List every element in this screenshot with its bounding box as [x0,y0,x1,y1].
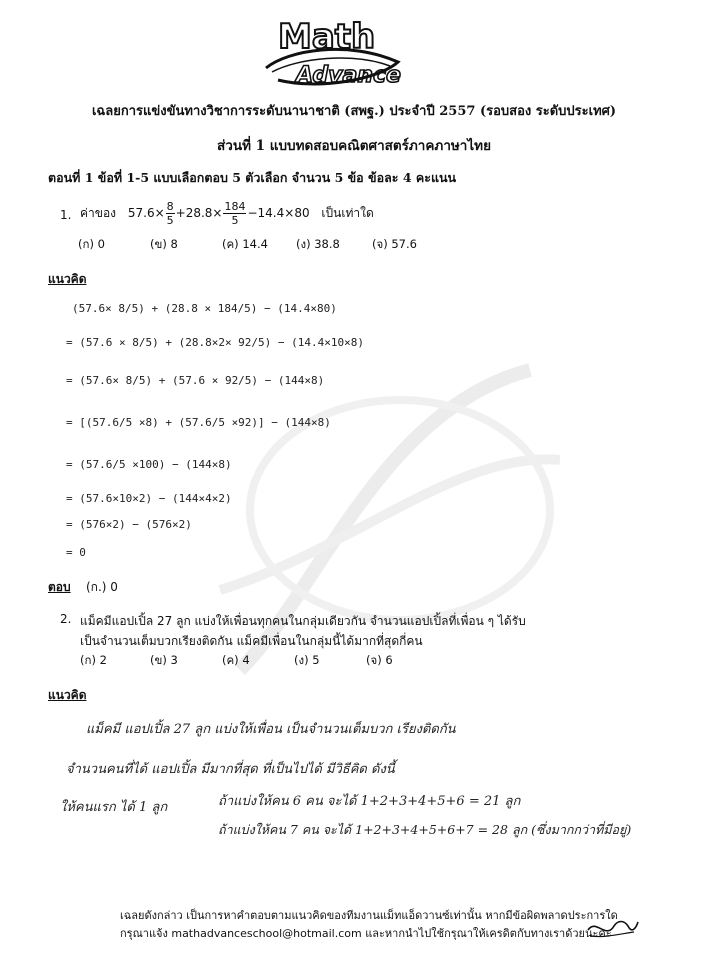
q1-fraction-2 [223,200,246,227]
q1-choice-c: (ค) 14.4 [222,237,268,251]
q2-line-2: เป็นจำนวนเต็มบวกเรียงติดกัน แม็คมีเพื่อนในกลุ่มนี้ได้มากที่สุดกี่คน [80,634,423,648]
q2-choice-e: (จ) 6 [366,653,393,667]
q2-choice-b: (ข) 3 [150,653,178,667]
q1-solution-label: แนวคิด [48,272,87,286]
q1-fraction-1-num: 8 [166,200,174,213]
q2-work-line-1: แม็คมี แอปเปิ้ล 27 ลูก แบ่งให้เพื่อน เป็นจำนวนเต็มบวก เรียงติดกัน [86,722,456,737]
q1-question [80,198,374,228]
q2-work-line-4: ถ้าแบ่งให้คน 7 คน จะได้ 1+2+3+4+5+6+7 = 28 ลูก (ซึ่งมากกว่าที่มีอยู่) [218,822,632,837]
q1-step-1: (57.6× 8/5) + (28.8 × 184/5) − (14.4×80) [72,302,337,315]
q2-choice-a: (ก) 2 [80,653,107,667]
q1-fraction-1-den: 5 [166,214,174,227]
q1-choice-e: (จ) 57.6 [372,237,417,251]
logo-word-math: Math [278,17,376,57]
q1-suffix: เป็นเท่าใด [321,206,374,220]
q1-step-7: = (576×2) − (576×2) [66,518,192,531]
q1-prompt: ค่าของ [80,206,117,220]
q2-choice-c: (ค) 4 [222,653,250,667]
q1-choice-d: (ง) 38.8 [296,237,340,251]
q2-line-1: แม็คมีแอปเปิ้ล 27 ลูก แบ่งให้เพื่อนทุกคนในกลุ่มเดียวกัน จำนวนแอปเปิ้ลที่เพื่อน ๆ ได้รับ [80,614,526,628]
q1-fraction-2-den: 5 [231,214,239,227]
q1-term-a: 57.6× [127,206,165,220]
q1-step-6: = (57.6×10×2) − (144×4×2) [66,492,232,505]
q1-step-5: = (57.6/5 ×100) − (144×8) [66,458,232,471]
q1-term-b: +28.8× [175,206,223,220]
q1-number: 1. [60,208,72,222]
q1-term-c: −14.4×80 [247,206,310,220]
q1-choice-a: (ก) 0 [78,237,105,251]
q1-choice-b: (ข) 8 [150,237,178,251]
q2-choice-d: (ง) 5 [294,653,320,667]
footer-line-1: เฉลยดังกล่าว เป็นการหาคำตอบตามแนวคิดของทีมงานแม็ทแอ็ดวานซ์เท่านั้น หากมีข้อผิดพลาดประการใด [120,909,618,922]
q1-step-3: = (57.6× 8/5) + (57.6 × 92/5) − (144×8) [66,374,325,387]
section-heading: ตอนที่ 1 ข้อที่ 1-5 แบบเลือกตอบ 5 ตัวเลือก จำนวน 5 ข้อ ข้อละ 4 คะแนน [48,170,457,185]
signature-scribble [584,912,640,942]
q2-number: 2. [60,612,72,626]
math-advance-logo [258,10,408,92]
q1-answer-label: ตอบ [48,580,71,594]
q2-solution-label: แนวคิด [48,688,87,702]
document-subtitle: ส่วนที่ 1 แบบทดสอบคณิตศาสตร์ภาคภาษาไทย [217,138,491,154]
q1-step-8: = 0 [66,546,86,559]
q2-work-line-2: จำนวนคนที่ได้ แอปเปิ้ล มีมากที่สุด ที่เป็นไปได้ มีวิธีคิด ดังนี้ [66,762,395,777]
document-title: เฉลยการแข่งขันทางวิชาการระดับนานาชาติ (สพฐ.) ประจำปี 2557 (รอบสอง ระดับประเทศ) [91,104,617,119]
q2-work-line-3b: ถ้าแบ่งให้คน 6 คน จะได้ 1+2+3+4+5+6 = 21 ลูก [218,794,521,809]
logo-word-advance: Advance [296,63,401,88]
q1-fraction-2-num: 184 [224,200,246,213]
q2-work-line-3a: ให้คนแรก ได้ 1 ลูก [60,800,168,815]
q1-step-4: = [(57.6/5 ×8) + (57.6/5 ×92)] − (144×8) [66,416,331,429]
q1-step-2: = (57.6 × 8/5) + (28.8×2× 92/5) − (14.4×10×8) [66,336,365,349]
q1-answer: (ก.) 0 [86,580,118,594]
q1-fraction-1 [166,200,175,227]
footer-line-2: กรุณาแจ้ง mathadvanceschool@hotmail.com และหากนำไปใช้กรุณาให้เครดิตกับทางเราด้วยนะคะ [120,927,612,940]
